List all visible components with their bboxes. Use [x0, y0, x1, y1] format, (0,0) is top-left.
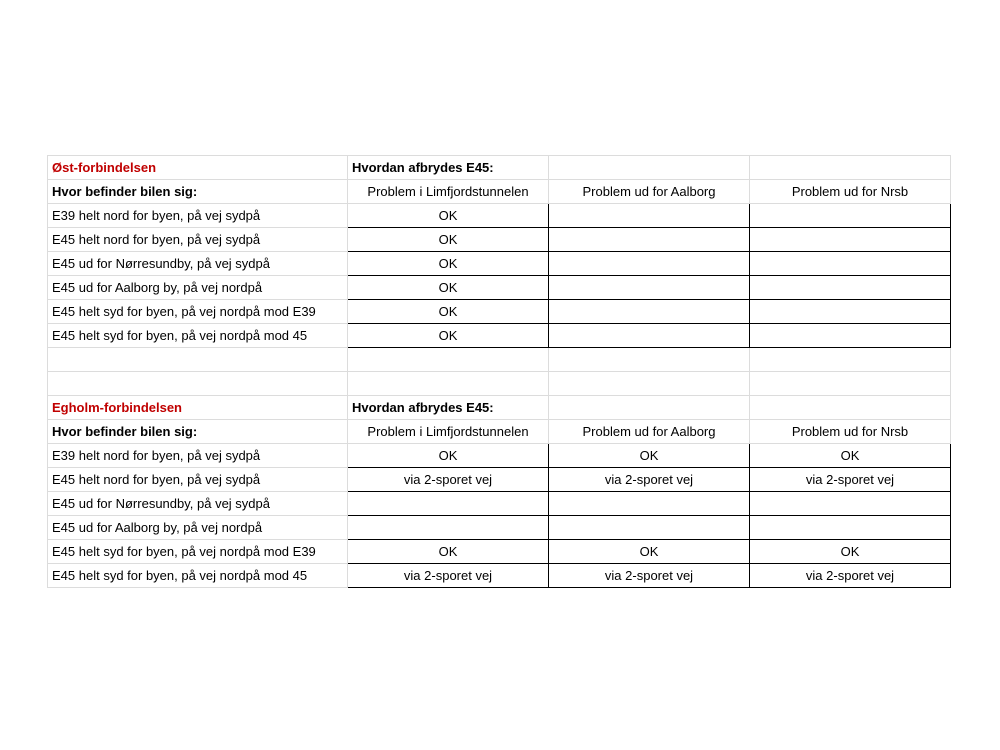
empty-cell[interactable] — [549, 156, 750, 180]
section-question[interactable]: Hvordan afbrydes E45: — [348, 156, 549, 180]
table-row — [48, 564, 951, 588]
spreadsheet — [47, 155, 951, 588]
row-header[interactable]: Hvor befinder bilen sig: — [48, 420, 348, 444]
column-header[interactable]: Problem ud for Nrsb — [750, 180, 951, 204]
value-cell[interactable] — [750, 252, 951, 276]
table-row — [48, 324, 951, 348]
column-header[interactable]: Problem i Limfjordstunnelen — [348, 180, 549, 204]
empty-cell[interactable] — [348, 348, 549, 372]
column-header[interactable]: Problem ud for Nrsb — [750, 420, 951, 444]
value-cell[interactable]: OK — [750, 444, 951, 468]
section-title[interactable]: Øst-forbindelsen — [48, 156, 348, 180]
empty-cell[interactable] — [48, 348, 348, 372]
table-row — [48, 516, 951, 540]
value-cell[interactable]: OK — [348, 276, 549, 300]
value-cell[interactable] — [549, 516, 750, 540]
value-cell[interactable]: OK — [348, 444, 549, 468]
value-cell[interactable]: OK — [549, 444, 750, 468]
value-cell[interactable] — [750, 324, 951, 348]
section-question[interactable]: Hvordan afbrydes E45: — [348, 396, 549, 420]
value-cell[interactable]: via 2-sporet vej — [348, 564, 549, 588]
value-cell[interactable]: OK — [549, 540, 750, 564]
column-header[interactable]: Problem ud for Aalborg — [549, 180, 750, 204]
value-cell[interactable]: OK — [750, 540, 951, 564]
empty-row — [48, 372, 951, 396]
value-cell[interactable]: via 2-sporet vej — [750, 468, 951, 492]
value-cell[interactable] — [750, 204, 951, 228]
value-cell[interactable] — [750, 300, 951, 324]
row-label[interactable]: E39 helt nord for byen, på vej sydpå — [48, 444, 348, 468]
route-table — [47, 155, 951, 588]
value-cell[interactable]: OK — [348, 228, 549, 252]
empty-cell[interactable] — [750, 156, 951, 180]
row-label[interactable]: E45 helt nord for byen, på vej sydpå — [48, 228, 348, 252]
table-row — [48, 468, 951, 492]
empty-cell[interactable] — [348, 372, 549, 396]
row-label[interactable]: E45 helt syd for byen, på vej nordpå mod 45 — [48, 324, 348, 348]
value-cell[interactable] — [549, 276, 750, 300]
column-header[interactable]: Problem i Limfjordstunnelen — [348, 420, 549, 444]
empty-cell[interactable] — [750, 396, 951, 420]
row-header[interactable]: Hvor befinder bilen sig: — [48, 180, 348, 204]
table-row — [48, 204, 951, 228]
value-cell[interactable] — [549, 204, 750, 228]
value-cell[interactable]: OK — [348, 540, 549, 564]
row-label[interactable]: E45 ud for Nørresundby, på vej sydpå — [48, 252, 348, 276]
row-label[interactable]: E45 ud for Aalborg by, på vej nordpå — [48, 516, 348, 540]
value-cell[interactable] — [750, 492, 951, 516]
section-title[interactable]: Egholm-forbindelsen — [48, 396, 348, 420]
value-cell[interactable]: OK — [348, 300, 549, 324]
value-cell[interactable]: via 2-sporet vej — [348, 468, 549, 492]
row-label[interactable]: E45 helt nord for byen, på vej sydpå — [48, 468, 348, 492]
row-label[interactable]: E45 ud for Aalborg by, på vej nordpå — [48, 276, 348, 300]
table-row — [48, 300, 951, 324]
value-cell[interactable]: OK — [348, 324, 549, 348]
table-row — [48, 540, 951, 564]
column-header-row — [48, 180, 951, 204]
table-row — [48, 252, 951, 276]
empty-cell[interactable] — [48, 372, 348, 396]
value-cell[interactable] — [549, 300, 750, 324]
value-cell[interactable] — [750, 516, 951, 540]
value-cell[interactable]: via 2-sporet vej — [750, 564, 951, 588]
value-cell[interactable] — [750, 276, 951, 300]
value-cell[interactable] — [549, 252, 750, 276]
row-label[interactable]: E45 helt syd for byen, på vej nordpå mod 45 — [48, 564, 348, 588]
value-cell[interactable]: OK — [348, 252, 549, 276]
value-cell[interactable] — [549, 228, 750, 252]
column-header[interactable]: Problem ud for Aalborg — [549, 420, 750, 444]
column-header-row — [48, 420, 951, 444]
table-row — [48, 228, 951, 252]
value-cell[interactable]: via 2-sporet vej — [549, 468, 750, 492]
empty-cell[interactable] — [549, 372, 750, 396]
row-label[interactable]: E39 helt nord for byen, på vej sydpå — [48, 204, 348, 228]
row-label[interactable]: E45 helt syd for byen, på vej nordpå mod E39 — [48, 540, 348, 564]
value-cell[interactable]: via 2-sporet vej — [549, 564, 750, 588]
value-cell[interactable] — [750, 228, 951, 252]
row-label[interactable]: E45 ud for Nørresundby, på vej sydpå — [48, 492, 348, 516]
value-cell[interactable]: OK — [348, 204, 549, 228]
value-cell[interactable] — [348, 516, 549, 540]
empty-cell[interactable] — [549, 396, 750, 420]
table-row — [48, 444, 951, 468]
table-row — [48, 276, 951, 300]
empty-cell[interactable] — [750, 348, 951, 372]
value-cell[interactable] — [348, 492, 549, 516]
value-cell[interactable] — [549, 492, 750, 516]
empty-cell[interactable] — [750, 372, 951, 396]
row-label[interactable]: E45 helt syd for byen, på vej nordpå mod E39 — [48, 300, 348, 324]
value-cell[interactable] — [549, 324, 750, 348]
table-row — [48, 492, 951, 516]
empty-row — [48, 348, 951, 372]
section-title-row — [48, 396, 951, 420]
empty-cell[interactable] — [549, 348, 750, 372]
section-title-row — [48, 156, 951, 180]
